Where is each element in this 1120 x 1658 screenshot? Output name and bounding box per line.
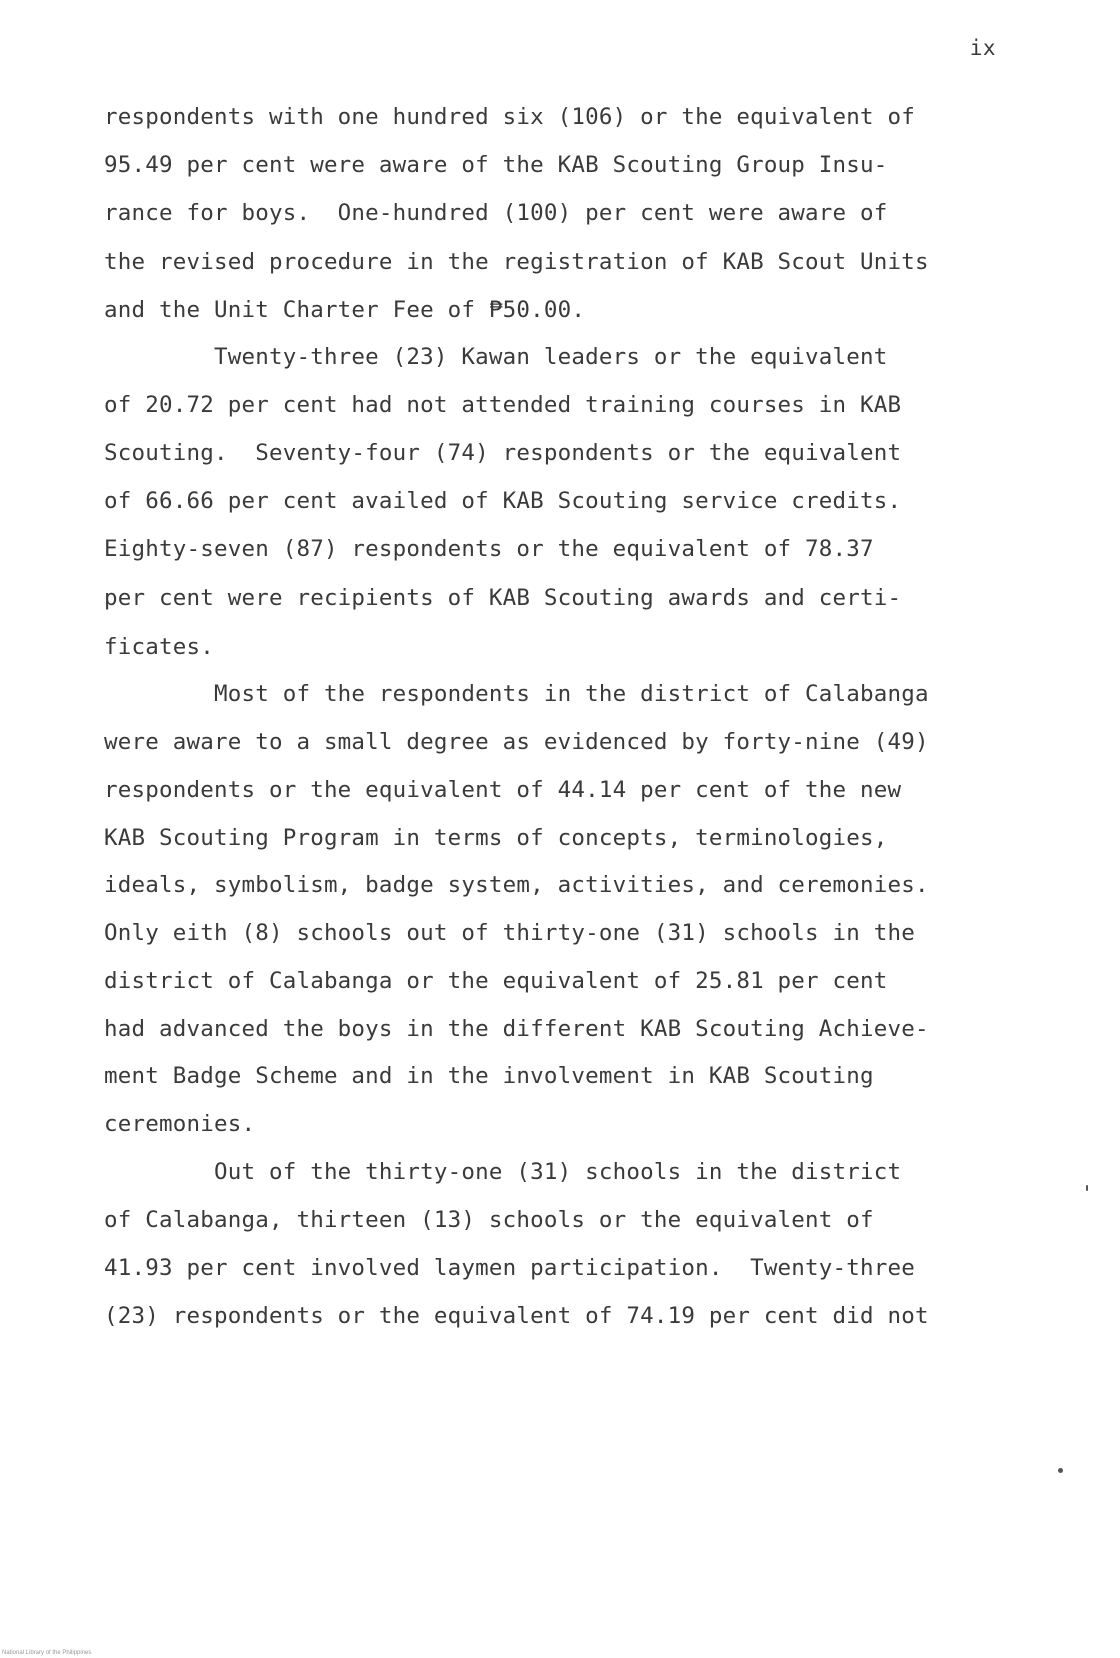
text-line: respondents or the equivalent of 44.14 per cent of the new <box>104 777 902 803</box>
scanner-footer: National Library of the Philippines <box>2 1650 92 1656</box>
scan-speck <box>1086 1185 1088 1191</box>
text-line: ficates. <box>104 634 214 660</box>
text-line: per cent were recipients of KAB Scouting awards and certi- <box>104 585 902 611</box>
text-line: 41.93 per cent involved laymen participation. Twenty-three <box>104 1255 916 1281</box>
text-line: KAB Scouting Program in terms of concepts, terminologies, <box>104 825 888 851</box>
text-line: Eighty-seven (87) respondents or the equivalent of 78.37 <box>104 536 874 562</box>
text-line: of 20.72 per cent had not attended training courses in KAB <box>104 392 902 418</box>
text-line: of 66.66 per cent availed of KAB Scouting service credits. <box>104 488 902 514</box>
text-line: rance for boys. One-hundred (100) per cent were aware of <box>104 200 888 226</box>
text-line: had advanced the boys in the different KAB Scouting Achieve- <box>104 1016 929 1042</box>
text-line: (23) respondents or the equivalent of 74.19 per cent did not <box>104 1303 929 1329</box>
text-line: Out of the thirty-one (31) schools in the district <box>104 1159 902 1185</box>
text-line: respondents with one hundred six (106) or the equivalent of <box>104 104 916 130</box>
scan-speck <box>1058 1468 1063 1473</box>
text-line: Only eith (8) schools out of thirty-one (31) schools in the <box>104 920 916 946</box>
text-line: Scouting. Seventy-four (74) respondents or the equivalent <box>104 440 902 466</box>
text-line: and the Unit Charter Fee of ₱50.00. <box>104 297 586 323</box>
text-line: 95.49 per cent were aware of the KAB Scouting Group Insu- <box>104 152 888 178</box>
text-line: Most of the respondents in the district of Calabanga <box>104 681 929 707</box>
text-line: ideals, symbolism, badge system, activities, and ceremonies. <box>104 872 929 898</box>
text-line: were aware to a small degree as evidenced by forty-nine (49) <box>104 729 929 755</box>
page-number: ix <box>969 36 996 60</box>
text-line: the revised procedure in the registration of KAB Scout Units <box>104 249 929 275</box>
text-line: ceremonies. <box>104 1111 256 1137</box>
text-line: district of Calabanga or the equivalent of 25.81 per cent <box>104 968 888 994</box>
text-line: ment Badge Scheme and in the involvement in KAB Scouting <box>104 1063 874 1089</box>
text-line: Twenty-three (23) Kawan leaders or the equivalent <box>104 344 888 370</box>
text-line: of Calabanga, thirteen (13) schools or the equivalent of <box>104 1207 874 1233</box>
